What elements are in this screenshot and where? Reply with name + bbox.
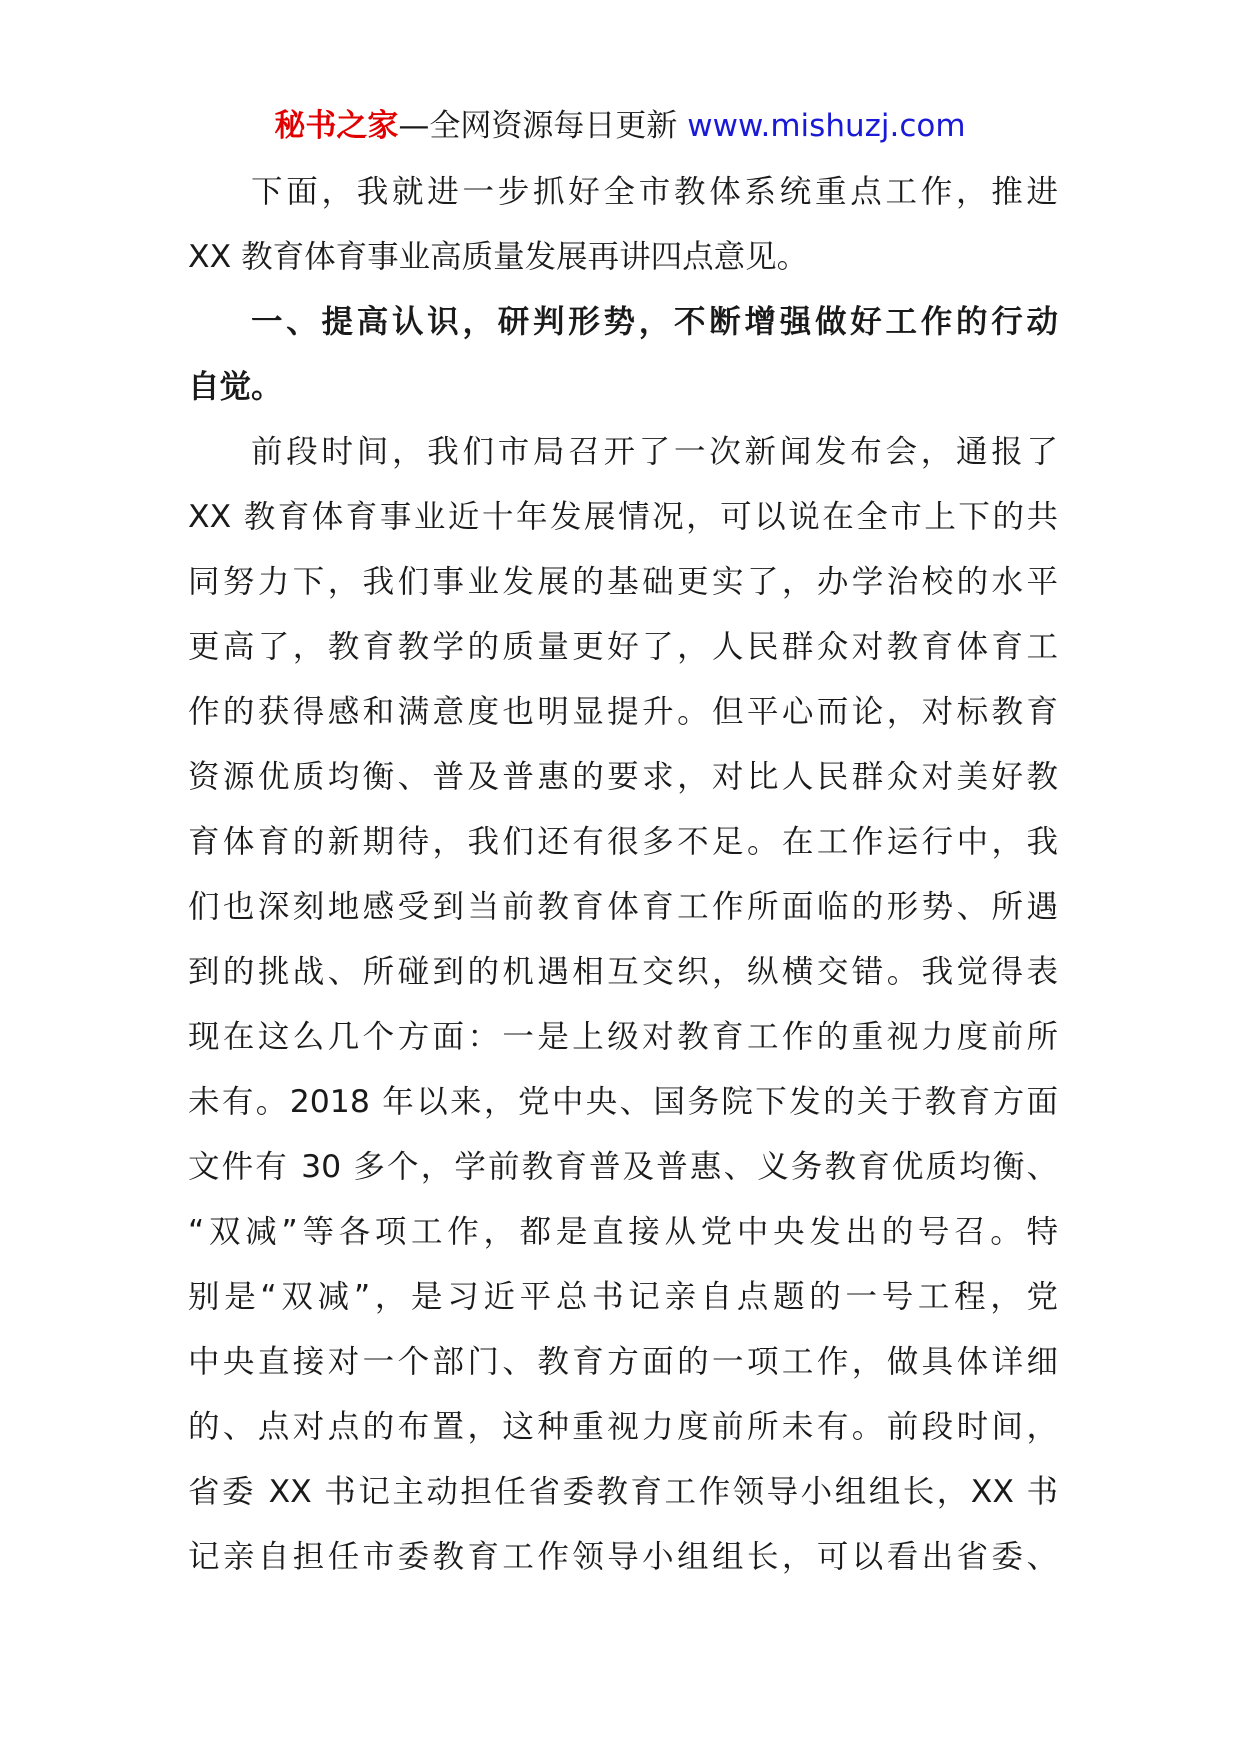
text-line: 下面，我就进一步抓好全市教体系统重点工作，推进 bbox=[251, 174, 1058, 210]
text-line: 同努力下，我们事业发展的基础更实了，办学治校的水平 bbox=[188, 564, 1058, 600]
text-line: 别是“双减”，是习近平总书记亲自点题的一号工程，党 bbox=[188, 1279, 1058, 1315]
text-line: 前段时间，我们市局召开了一次新闻发布会，通报了 bbox=[251, 434, 1058, 470]
text-line: 省委 XX 书记主动担任省委教育工作领导小组组长，XX 书 bbox=[188, 1474, 1058, 1510]
text-line: 作的获得感和满意度也明显提升。但平心而论，对标教育 bbox=[188, 694, 1058, 730]
text-line: 育体育的新期待，我们还有很多不足。在工作运行中，我 bbox=[188, 824, 1058, 860]
brand-name: 秘书之家 bbox=[274, 108, 399, 144]
text-line: 更高了，教育教学的质量更好了，人民群众对教育体育工 bbox=[188, 629, 1058, 665]
text-line: 现在这么几个方面：一是上级对教育工作的重视力度前所 bbox=[188, 1019, 1058, 1055]
text-line: 未有。2018 年以来，党中央、国务院下发的关于教育方面 bbox=[188, 1084, 1058, 1120]
text-line: 记亲自担任市委教育工作领导小组组长，可以看出省委、 bbox=[188, 1539, 1058, 1575]
text-line: 的、点对点的布置，这种重视力度前所未有。前段时间， bbox=[188, 1409, 1058, 1445]
text-line: “双减”等各项工作，都是直接从党中央发出的号召。特 bbox=[188, 1214, 1058, 1250]
section-heading: 自觉。 bbox=[188, 369, 283, 405]
text-line: XX 教育体育事业高质量发展再讲四点意见。 bbox=[188, 239, 809, 275]
text-line: 们也深刻地感受到当前教育体育工作所面临的形势、所遇 bbox=[188, 889, 1058, 925]
site-header bbox=[0, 104, 1240, 148]
text-line: 文件有 30 多个，学前教育普及普惠、义务教育优质均衡、 bbox=[188, 1149, 1058, 1185]
text-line: XX 教育体育事业近十年发展情况，可以说在全市上下的共 bbox=[188, 499, 1058, 535]
text-line: 资源优质均衡、普及普惠的要求，对比人民群众对美好教 bbox=[188, 759, 1058, 795]
text-line: 中央直接对一个部门、教育方面的一项工作，做具体详细 bbox=[188, 1344, 1058, 1380]
document-body bbox=[188, 160, 1058, 1590]
header-tagline: —全网资源每日更新 bbox=[398, 108, 678, 144]
site-url[interactable]: www.mishuzj.com bbox=[687, 108, 966, 144]
text-line: 到的挑战、所碰到的机遇相互交织，纵横交错。我觉得表 bbox=[188, 954, 1058, 990]
section-heading: 一、提高认识，研判形势，不断增强做好工作的行动 bbox=[251, 304, 1058, 340]
